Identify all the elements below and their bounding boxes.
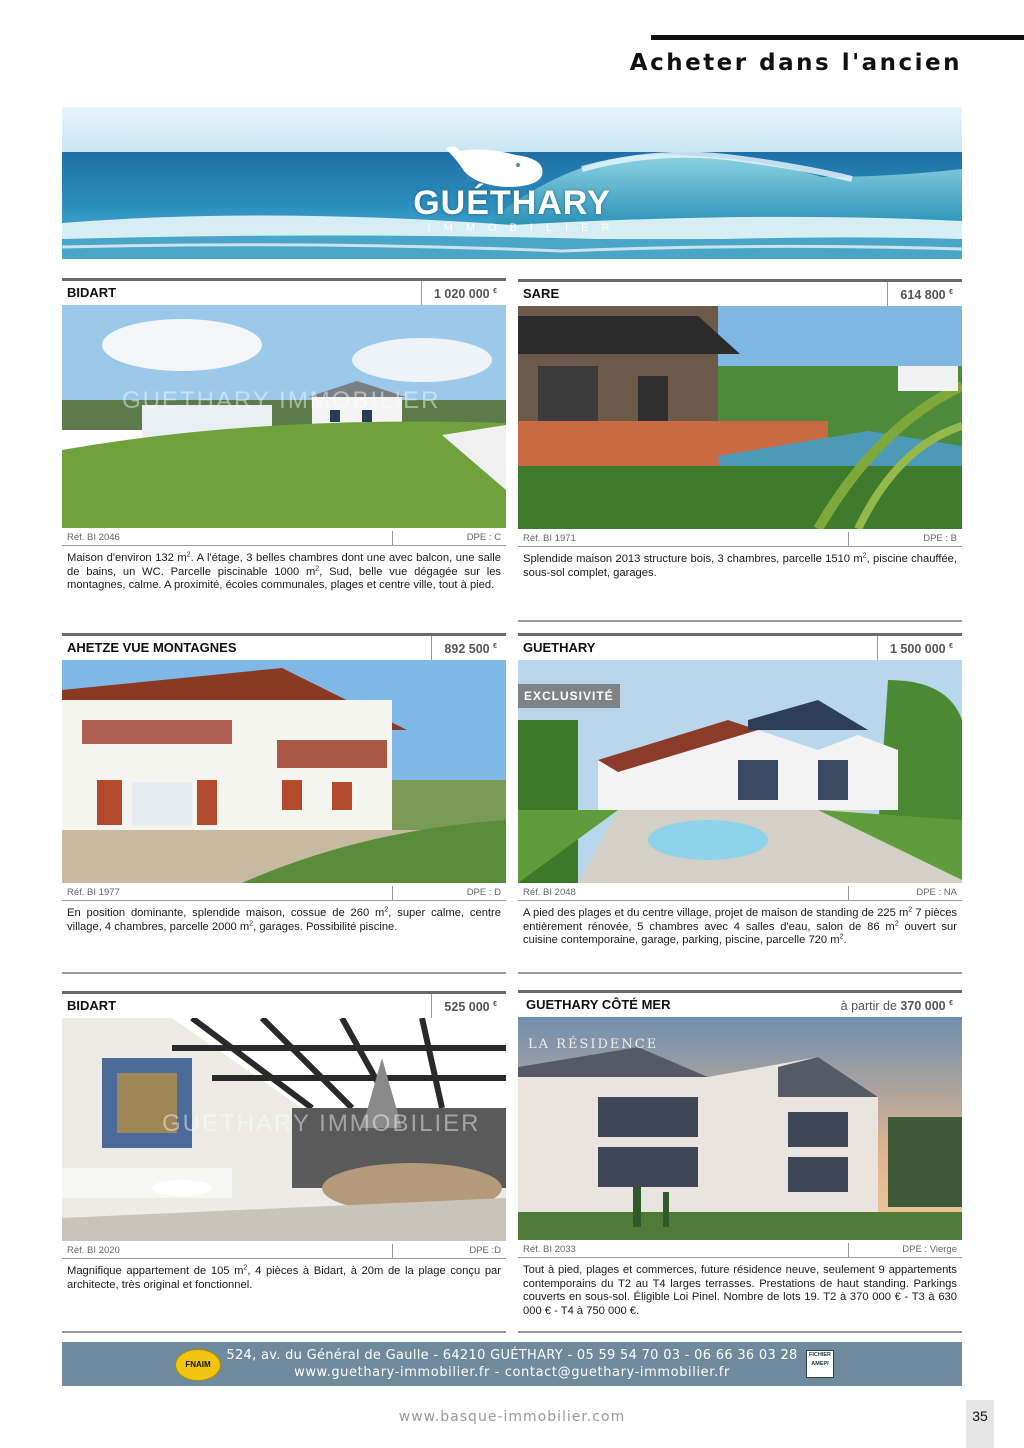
dpe-rating: DPE : D [392,886,506,900]
reference: Réf. BI 2048 [523,887,576,898]
photo-watermark: GUETHARY IMMOBILIER [162,1110,481,1137]
section-title: Acheter dans l'ancien [629,50,962,76]
listing-title: BIDART [67,998,117,1013]
listing-title: GUETHARY [523,640,596,655]
listing-header [518,633,962,661]
listing-price: à partir de 370 000 € [840,999,953,1014]
agency-subtitle: IMMOBILIER [427,222,623,234]
ref-row [62,886,506,901]
separator [518,1331,962,1333]
listing-photo[interactable] [518,306,962,529]
ref-row [518,532,962,547]
reference: Réf. BI 2033 [523,1244,576,1255]
agency-contact-box [62,1342,962,1386]
reference: Réf. BI 1971 [523,533,576,544]
listing-photo[interactable] [62,660,506,883]
listing-photo[interactable] [518,1017,962,1240]
fnaim-logo-icon: FNAIM [175,1349,221,1381]
listing-price: 525 000 € [431,994,506,1018]
agency-web-email[interactable]: www.guethary-immobilier.fr - contact@guethary-immobilier.fr [294,1365,730,1380]
listing-price: 614 800 € [887,282,962,306]
listing-header [62,991,506,1019]
listing-description: Tout à pied, plages et commerces, future résidence neuve, seulement 9 appartements contemporains du T2 au T4 larges terrasses. Prestations de haut standing. Parkings couverts en sous-sol. Éligible Loi Pinel. Nombre de lots 19. T2 à 370 000 € - T3 à 630 000 € - T4 à 750 000 €. [523,1264,957,1317]
top-rule [651,35,1024,40]
listing-title: GUETHARY CÔTÉ MER [526,997,671,1012]
reference: Réf. BI 2046 [67,532,120,543]
separator [518,620,962,622]
ref-row [62,1244,506,1259]
listing-header [518,990,962,1018]
listing-title: BIDART [67,285,117,300]
ref-row [518,886,962,901]
agency-address: 524, av. du Général de Gaulle - 64210 GUÉTHARY - 05 59 54 70 03 - 06 66 36 03 28 [226,1348,798,1363]
ref-row [62,531,506,546]
listing-header [62,633,506,661]
listing-photo[interactable] [62,305,506,528]
listing-photo[interactable] [518,660,962,883]
separator [518,972,962,974]
dpe-rating: DPE : B [848,532,962,546]
listing-description: Maison d'environ 132 $m^2$. A l'étage, 3 belles chambres dont une avec balcon, une salle de bains, un WC. Parcelle piscinable 1000 $m^2$, Sud, belle vue dégagée sur les montagnes, calme. A proximité, écoles communales, plages et centre ville, tout à pied. [67,551,502,592]
listing-description: A pied des plages et du centre village, projet de maison de standing de 225 $m^2$ 7 pièces entièrement rénovée, 5 chambres avec 4 salles d'eau, salon de 86 $m^2$ ouvert sur cuisine contemporaine, garage, parking, piscine, parcelle 720 $m^2$. [523,906,958,947]
page-number: 35 [966,1400,994,1448]
listing-description: Splendide maison 2013 structure bois, 3 chambres, parcelle 1510 $m^2$, piscine chauffée, sous-sol complet, garages. [523,552,957,579]
exclusive-badge: EXCLUSIVITÉ [518,684,620,708]
fichier-amepi-logo-icon: FICHIER AMEPI [806,1350,834,1378]
listing-title: SARE [523,286,560,301]
reference: Réf. BI 1977 [67,887,120,898]
dpe-rating: DPE : C [392,531,506,545]
dpe-rating: DPE : NA [848,886,962,900]
ref-row [518,1243,962,1258]
reference: Réf. BI 2020 [67,1245,120,1256]
agency-name: GUÉTHARY [413,184,611,222]
listing-price: 1 020 000 € [421,281,506,305]
site-url[interactable]: www.basque-immobilier.com [398,1409,626,1425]
listing-header [62,278,506,306]
separator [62,1331,506,1333]
dpe-rating: DPE :D [392,1244,506,1258]
listing-price: 892 500 € [431,636,506,660]
listing-title: AHETZE VUE MONTAGNES [67,640,237,655]
separator [62,972,506,974]
listing-price: 1 500 000 € [877,636,962,660]
listing-description: Magnifique appartement de 105 $m^2$, 4 pièces à Bidart, à 20m de la plage conçu par architecte, très original et fonctionnel. [67,1264,501,1291]
listing-photo[interactable] [62,1018,506,1241]
wave-illustration [62,107,962,259]
listing-header [518,279,962,307]
photo-watermark: GUETHARY IMMOBILIER [122,387,441,414]
listing-description: En position dominante, splendide maison, cossue de 260 $m^2$, super calme, centre village, 4 chambres, parcelle 2000 $m^2$, garages. Possibilité piscine. [67,906,501,933]
photo-label: LA RÉSIDENCE [528,1037,659,1052]
dpe-rating: DPE : Vierge [848,1243,962,1257]
agency-banner [62,107,962,259]
